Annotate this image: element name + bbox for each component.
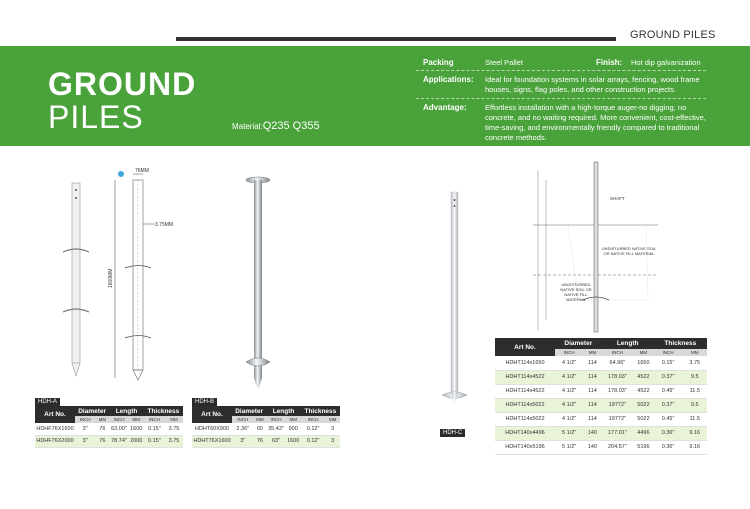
cell: 204.57" bbox=[602, 440, 633, 454]
cell: 4 1/2" bbox=[555, 356, 583, 370]
col-inch: INCH bbox=[654, 349, 683, 356]
cell: 178.03" bbox=[602, 370, 633, 384]
table-row bbox=[495, 412, 707, 426]
cell: 114 bbox=[583, 370, 601, 384]
col-diameter: Diameter bbox=[555, 338, 602, 349]
cell: 5 1/2" bbox=[555, 440, 583, 454]
tag-hdh-c: HDH-C bbox=[440, 429, 465, 437]
tag-hdh-b: HDH-B bbox=[192, 398, 217, 406]
cell: 3" bbox=[75, 435, 95, 447]
col-mm: MM bbox=[95, 416, 109, 423]
dim-top-label: 76MM bbox=[135, 168, 149, 174]
cell: 2000 bbox=[129, 435, 144, 447]
cell: 5196 bbox=[633, 440, 654, 454]
col-inch: INCH bbox=[555, 349, 583, 356]
cell: 0.12" bbox=[301, 423, 326, 435]
col-diameter: Diameter bbox=[75, 406, 109, 416]
col-diameter: Diameter bbox=[232, 406, 266, 416]
col-mm: MM bbox=[129, 416, 144, 423]
cell: 3 bbox=[325, 423, 340, 435]
col-inch: INCH bbox=[301, 416, 326, 423]
applications-value: Ideal for foundation systems in solar arrays, fencing, wood frame houses, signs, flag poles, and other construction projects. bbox=[485, 75, 700, 94]
col-thickness: Thickness bbox=[144, 406, 183, 416]
col-mm: MM bbox=[165, 416, 183, 423]
cell: 3.75 bbox=[683, 356, 707, 370]
col-inch: INCH bbox=[266, 416, 285, 423]
table-row bbox=[495, 356, 707, 370]
header-rule bbox=[176, 37, 616, 41]
cell: HDHT114x5022 bbox=[495, 412, 555, 426]
installation-diagram bbox=[528, 160, 663, 335]
pile-drawing-b bbox=[240, 172, 276, 394]
dim-pitch-label: 3.75MM bbox=[155, 222, 174, 228]
cell: 76 bbox=[95, 435, 109, 447]
cell: 11.5 bbox=[683, 412, 707, 426]
table-hdh-c bbox=[495, 338, 707, 455]
spec-divider bbox=[416, 70, 706, 71]
section-label: GROUND PILES bbox=[630, 29, 716, 41]
table-row bbox=[192, 435, 340, 447]
cell: 140 bbox=[583, 440, 601, 454]
cell: 0.45" bbox=[654, 384, 683, 398]
cell: 178.03" bbox=[602, 384, 633, 398]
cell: 5022 bbox=[633, 412, 654, 426]
cell: 2.36" bbox=[232, 423, 254, 435]
packing-value: Steel Pallet bbox=[485, 58, 523, 67]
cell: 4496 bbox=[633, 426, 654, 440]
col-art-no: Art No. bbox=[192, 406, 232, 423]
cell: 0.36" bbox=[654, 440, 683, 454]
dim-length-label: 1600MM bbox=[108, 268, 114, 288]
page-title-line2: PILES bbox=[48, 99, 144, 135]
col-mm: MM bbox=[286, 416, 301, 423]
finish-value: Hot dip galvanization bbox=[631, 58, 701, 67]
cell: 60 bbox=[254, 423, 267, 435]
cell: 4 1/2" bbox=[555, 384, 583, 398]
cell: HDHF76X2000 bbox=[35, 435, 75, 447]
finish-label: Finish: bbox=[596, 58, 623, 67]
cell: 76 bbox=[254, 435, 267, 447]
table-row bbox=[495, 440, 707, 454]
pile-drawing-a bbox=[55, 168, 195, 388]
cell: 4522 bbox=[633, 384, 654, 398]
col-inch: INCH bbox=[75, 416, 95, 423]
tag-hdh-a: HDH-A bbox=[35, 398, 60, 406]
cell: 9.16 bbox=[683, 426, 707, 440]
table-hdh-b bbox=[192, 406, 340, 448]
cell: 9.5 bbox=[683, 370, 707, 384]
col-length: Length bbox=[266, 406, 300, 416]
packing-label: Packing bbox=[423, 58, 454, 67]
cell: 4 1/2" bbox=[555, 370, 583, 384]
applications-label: Applications: bbox=[423, 75, 474, 84]
cell: 0.12" bbox=[301, 435, 326, 447]
table-row bbox=[495, 384, 707, 398]
col-mm: MM bbox=[254, 416, 267, 423]
cell: 3" bbox=[232, 435, 254, 447]
cell: 19772" bbox=[602, 412, 633, 426]
diagram-soil-label-2: UNDISTURBED NATIVE SOIL OR NATIVE FILL MATERIAL bbox=[560, 282, 592, 302]
cell: 114 bbox=[583, 398, 601, 412]
col-thickness: Thickness bbox=[301, 406, 340, 416]
cell: HDHT76X1600 bbox=[192, 435, 232, 447]
col-mm: MM bbox=[325, 416, 340, 423]
table-row bbox=[495, 426, 707, 440]
cell: 114 bbox=[583, 356, 601, 370]
pile-drawing-c bbox=[440, 190, 470, 412]
cell: 114 bbox=[583, 412, 601, 426]
spec-applications bbox=[423, 75, 723, 97]
col-mm: MM bbox=[583, 349, 601, 356]
cell: 4522 bbox=[633, 370, 654, 384]
diagram-soil-label-1: UNDISTURBED NATIVE SOIL OR NATIVE FILL MATERIAL bbox=[601, 246, 657, 256]
cell: 5 1/2" bbox=[555, 426, 583, 440]
cell: 140 bbox=[583, 426, 601, 440]
material-label: Material: bbox=[232, 122, 263, 131]
table-row bbox=[35, 435, 183, 447]
table-row bbox=[495, 398, 707, 412]
diagram-shaft-label: SHAFT bbox=[610, 196, 625, 201]
cell: 3" bbox=[75, 423, 95, 435]
table-row bbox=[192, 423, 340, 435]
cell: 78.74" bbox=[109, 435, 128, 447]
table-c-body bbox=[495, 356, 707, 454]
cell: 0.15" bbox=[654, 356, 683, 370]
cell: HDHT114x4522 bbox=[495, 370, 555, 384]
col-length: Length bbox=[602, 338, 654, 349]
cell: HDHT140x4496 bbox=[495, 426, 555, 440]
col-mm: MM bbox=[683, 349, 707, 356]
table-hdh-a bbox=[35, 406, 183, 448]
cell: 1600 bbox=[286, 435, 301, 447]
spec-packing bbox=[423, 58, 723, 70]
col-art-no: Art No. bbox=[495, 338, 555, 356]
col-thickness: Thickness bbox=[654, 338, 707, 349]
advantage-value: Effortless installation with a high-torque auger-no digging, no concrete, and no waiting required. More convenient, cost-effective, time-saving, and environmentally friendly compared to traditional concrete methods. bbox=[485, 103, 706, 142]
cell: 3.75 bbox=[165, 423, 183, 435]
cell: 1600 bbox=[129, 423, 144, 435]
cell: 76 bbox=[95, 423, 109, 435]
cell: HDHT140x5196 bbox=[495, 440, 555, 454]
col-length: Length bbox=[109, 406, 143, 416]
spec-divider bbox=[416, 98, 706, 99]
col-art-no: Art No. bbox=[35, 406, 75, 423]
advantage-label: Advantage: bbox=[423, 103, 467, 112]
material-value: Q235 Q355 bbox=[262, 120, 320, 132]
col-mm: MM bbox=[633, 349, 654, 356]
cell: 1650 bbox=[633, 356, 654, 370]
cell: 114 bbox=[583, 384, 601, 398]
cell: 9.16 bbox=[683, 440, 707, 454]
page-title-line1: GROUND bbox=[48, 66, 197, 102]
cell: 35.43" bbox=[266, 423, 285, 435]
cell: HDHT114x1650 bbox=[495, 356, 555, 370]
cell: 0.37" bbox=[654, 370, 683, 384]
cell: 3 bbox=[325, 435, 340, 447]
cell: HDHT114x5022 bbox=[495, 398, 555, 412]
table-row bbox=[35, 423, 183, 435]
cell: 19772" bbox=[602, 398, 633, 412]
cell: 9.5 bbox=[683, 398, 707, 412]
col-inch: INCH bbox=[144, 416, 165, 423]
cell: 4 1/2" bbox=[555, 398, 583, 412]
cell: 177.01" bbox=[602, 426, 633, 440]
spec-advantage bbox=[423, 103, 723, 142]
cell: 64.96" bbox=[602, 356, 633, 370]
material-info bbox=[232, 120, 320, 132]
cell: 0.15" bbox=[144, 435, 165, 447]
cell: HDHT60X900 bbox=[192, 423, 232, 435]
col-inch: INCH bbox=[602, 349, 633, 356]
cell: 4 1/2" bbox=[555, 412, 583, 426]
cell: 0.15" bbox=[144, 423, 165, 435]
cell: 3.75 bbox=[165, 435, 183, 447]
cell: HDHT114x4522 bbox=[495, 384, 555, 398]
cell: 11.5 bbox=[683, 384, 707, 398]
col-inch: INCH bbox=[232, 416, 254, 423]
table-row bbox=[495, 370, 707, 384]
col-inch: INCH bbox=[109, 416, 128, 423]
top-bar bbox=[0, 0, 750, 46]
cell: 0.36" bbox=[654, 426, 683, 440]
cell: 5022 bbox=[633, 398, 654, 412]
cell: HDHF76X1600 bbox=[35, 423, 75, 435]
cell: 63.00" bbox=[109, 423, 128, 435]
cell: 0.45" bbox=[654, 412, 683, 426]
cell: 63" bbox=[266, 435, 285, 447]
cell: 900 bbox=[286, 423, 301, 435]
cell: 0.37" bbox=[654, 398, 683, 412]
